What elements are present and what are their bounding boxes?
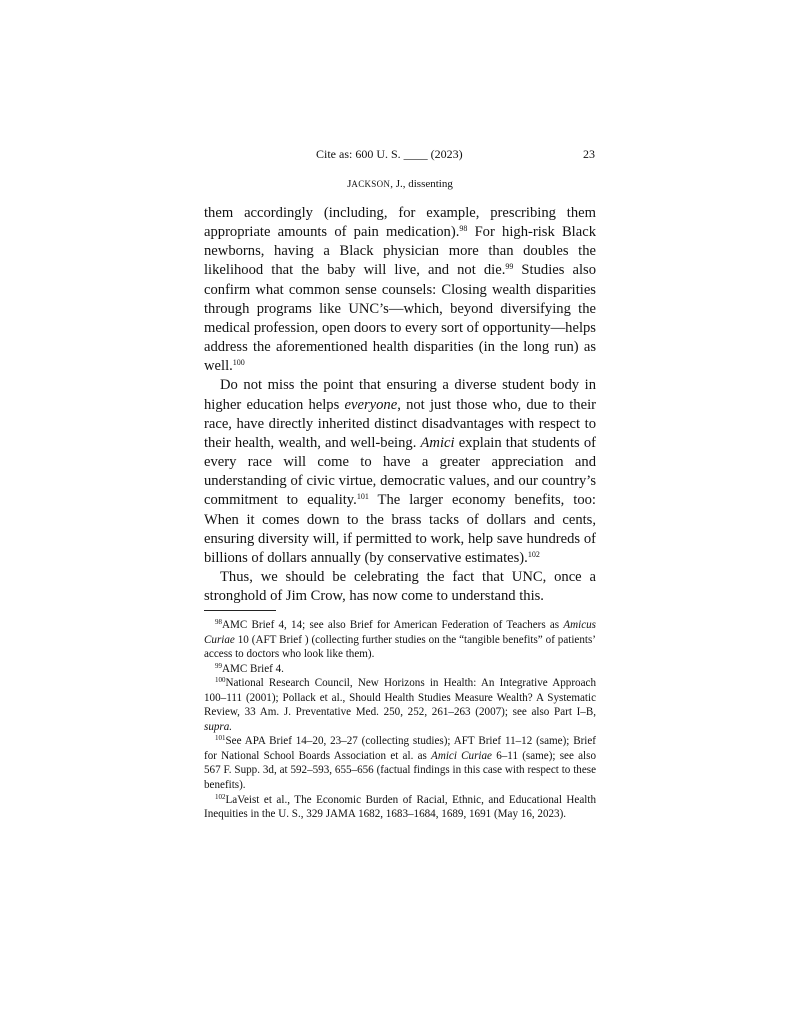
footnote-ref-102[interactable]: 102 bbox=[527, 549, 540, 559]
footnote-99 bbox=[204, 662, 596, 677]
footnote-ref-99[interactable]: 99 bbox=[505, 262, 514, 272]
footnote-number: 99 bbox=[215, 661, 222, 670]
p1-text-a: them accordingly (including, for example, prescribing them appropriate amounts of pain medication). bbox=[204, 205, 596, 241]
footnote-separator bbox=[204, 610, 276, 611]
footnote-text: 6–11 (same); see also 567 F. Supp. 3d, at 592–593, 655–656 (factual findings in this case with respect to these benefits). bbox=[204, 749, 596, 792]
page-number: 23 bbox=[583, 147, 595, 161]
author-suffix: , J., dissenting bbox=[390, 178, 453, 190]
footnote-100 bbox=[204, 676, 596, 734]
paragraph-3: Thus, we should be celebrating the fact that UNC, once a stronghold of Jim Crow, has now come to understand this. bbox=[204, 568, 596, 605]
footnote-text: AMC Brief 4, 14; see also Brief for American Federation of Teachers as bbox=[222, 619, 564, 631]
p2-italic-amici: Amici bbox=[420, 434, 455, 451]
p2-text-c: explain that students of every race will come to have a greater appreciation and understanding of civic virtue, democratic values, and our country’s commitment to equality. bbox=[204, 434, 596, 509]
footnote-text: AMC Brief 4. bbox=[222, 662, 284, 675]
footnote-ref-98[interactable]: 98 bbox=[459, 224, 468, 234]
footnote-102 bbox=[204, 793, 596, 822]
citation-line: Cite as: 600 U. S. ____ (2023) bbox=[316, 147, 463, 161]
author-initial: J bbox=[347, 178, 352, 190]
footnote-98 bbox=[204, 618, 596, 662]
footnote-number: 98 bbox=[215, 618, 222, 626]
p2-text-d: The larger economy benefits, too: When it comes down to the brass tacks of dollars and cents, ensuring diversity will, if permitted to work, help save hundreds of billions of dollars annually (by conservative estimates). bbox=[204, 492, 596, 566]
footnote-number: 101 bbox=[215, 734, 226, 743]
footnote-number: 100 bbox=[215, 676, 226, 685]
author-line bbox=[0, 178, 800, 190]
footnote-101 bbox=[204, 734, 596, 792]
footnote-number: 102 bbox=[215, 792, 226, 801]
footnote-text: 10 (AFT Brief ) (collecting further studies on the “tangible benefits” of patients’ access to doctors who look like them). bbox=[204, 633, 596, 661]
footnote-italic: Amici Curiae bbox=[431, 749, 492, 762]
author-name-smallcaps: ACKSON bbox=[351, 179, 391, 189]
p1-text-b: For high-risk Black newborns, having a Black physician more than doubles the likelihood that the baby will live, and not die. bbox=[204, 224, 596, 279]
p2-italic-everyone: everyone bbox=[344, 396, 398, 413]
footnote-italic: supra. bbox=[204, 720, 233, 733]
footnote-text: See APA Brief 14–20, 23–27 (collecting studies); AFT Brief 11–12 (same); Brief for National School Boards Association et al. as bbox=[204, 735, 596, 762]
footnotes bbox=[204, 618, 596, 822]
footnote-text: National Research Council, New Horizons in Health: An Integrative Approach 100–111 (2001); Pollack et al., Should Health Studies Measure Wealth? A Systematic Review, 33 Am. J. Preventative Med. 250, 252, 261–263 (2007); see also Part I–B, bbox=[204, 677, 596, 719]
p2-text-a: Do not miss the point that ensuring a diverse student body in higher education helps bbox=[204, 377, 596, 413]
opinion-body bbox=[204, 204, 596, 606]
p2-text-b: , not just those who, due to their race, have directly inherited distinct disadvantages with respect to their health, wealth, and well-being. bbox=[204, 396, 596, 451]
footnote-italic: Amicus Curiae bbox=[204, 619, 596, 646]
footnote-ref-101[interactable]: 101 bbox=[356, 492, 369, 502]
paragraph-2 bbox=[204, 376, 596, 568]
p1-text-c: Studies also confirm what common sense counsels: Closing wealth disparities through programs like UNC’s—which, beyond diversifying the medical profession, open doors to every sort of opportunity—helps address the aforementioned health disparities (in the long run) as well. bbox=[204, 262, 596, 375]
paragraph-1 bbox=[204, 204, 596, 376]
footnote-ref-100[interactable]: 100 bbox=[232, 358, 245, 368]
footnote-text: LaVeist et al., The Economic Burden of Racial, Ethnic, and Educational Health Inequities in the U. S., 329 JAMA 1682, 1683–1684, 1689, 1691 (May 16, 2023). bbox=[204, 793, 596, 821]
